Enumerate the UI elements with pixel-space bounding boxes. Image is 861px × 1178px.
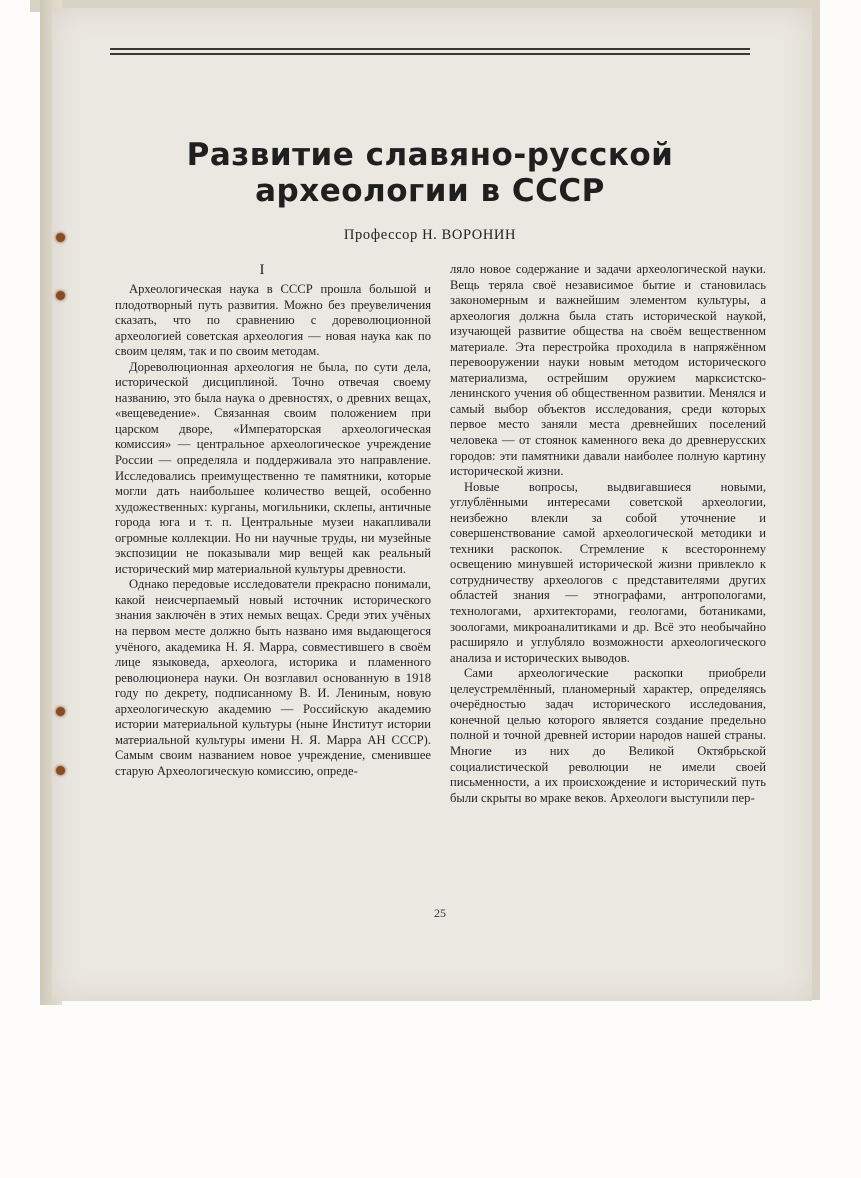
left-column [115,282,431,897]
binding-hole-4 [56,766,65,775]
paragraph: Дореволюционная археология не была, по сути дела, исторической дисциплиной. Точно отвечая своему названию, это была наука о древностях, о древних вещах, «вещеведение». Связанная своим положением при царском дворе, «Императорская археологическая комиссия» — центральное археологическое учреждение России — определяла и поддерживала это направление. Исследовались преимущественно те памятники, которые могли дать наибольшее количество вещей, особенно художественных: курганы, могильники, склепы, античные города юга и т. п. Центральные музеи накапливали огромные коллекции. Но ни научные труды, ни музейные экспозиции не показывали мир вещей как реальный исторический мир материальной культуры древности. [115,359,431,576]
paragraph: Однако передовые исследователи прекрасно понимали, какой неисчерпаемый новый источник исторического знания заключён в этих немых вещах. Среди этих учёных на первом месте должно быть названо имя выдающегося учёного, академика Н. Я. Марра, совместившего в своём лице языковеда, археолога, историка и пламенного революционера науки. Он возглавил основанную в 1918 году по декрету, подписанному В. И. Лениным, новую археологическую академию — Российскую академию истории материальной культуры (ныне Институт истории материальной культуры имени Н. Я. Марра АН СССР). Самым своим названием новое учреждение, сменившее старую Археологическую комиссию, опреде- [115,577,431,778]
right-column [450,262,766,902]
article-title-line-2: археологии в СССР [255,173,605,209]
binding-hole-1 [56,233,65,242]
paper-right-edge [812,10,820,1000]
paragraph: Археологическая наука в СССР прошла большой и плодотворный путь развития. Можно без преувеличения сказать, что по сравнению с дореволюционной археологией советская археология — новая наука как по своим целям, так и по своим методам. [115,282,431,359]
paragraph: ляло новое содержание и задачи археологической науки. Вещь теряла своё независимое бытие и становилась закономерным и важнейшим элементом культуры, а археология должна была стать исторической наукой, изучающей развитие общества на своём вещественном материале. Эта перестройка проходила в напряжённом перевооружении науки новым методом исторического материализма, острейшим оружием марксистско-ленинского учения об общественном развитии. Менялся и самый выбор объектов исследования, среди которых первое место заняли места древнейших поселений человека — от стоянок каменного века до древнерусских городов: эти памятники давали наиболее полную картину исторической жизни. [450,262,766,479]
article-title-line-1: Развитие славяно-русской [186,137,674,173]
section-number: I [259,262,265,278]
page-number: 25 [434,906,446,920]
paragraph: Сами археологические раскопки приобрели целеустремлённый, планомерный характер, определяясь очерёдностью задач исторического исследования, конечной целью которого является создание предельно полной и точной древней истории народов нашей страны. Многие из них до Великой Октябрьской социалистической революции не имели своей письменности, а их происхождение и исторический путь были скрыты во мраке веков. Археологи выступили пер- [450,666,766,805]
binding-hole-2 [56,291,65,300]
header-rule-top [110,48,750,50]
binding-hole-3 [56,707,65,716]
header-rule-bottom [110,53,750,55]
paragraph: Новые вопросы, выдвигавшиеся новыми, углублёнными интересами советской археологии, неизбежно влекли за собой уточнение и совершенствование самой археологической методики и техники раскопок. Стремление к всестороннему освещению минувшей исторической жизни привлекло к сотрудничеству археологов с представителями других областей знания — этнографами, антропологами, технологами, архитекторами, геологами, ботаниками, зоологами, микроаналитиками и др. Всё это необычайно расширяло и углубляло возможности археологического анализа и исторических выводов. [450,479,766,665]
article-author: Профессор Н. ВОРОНИН [343,227,517,243]
